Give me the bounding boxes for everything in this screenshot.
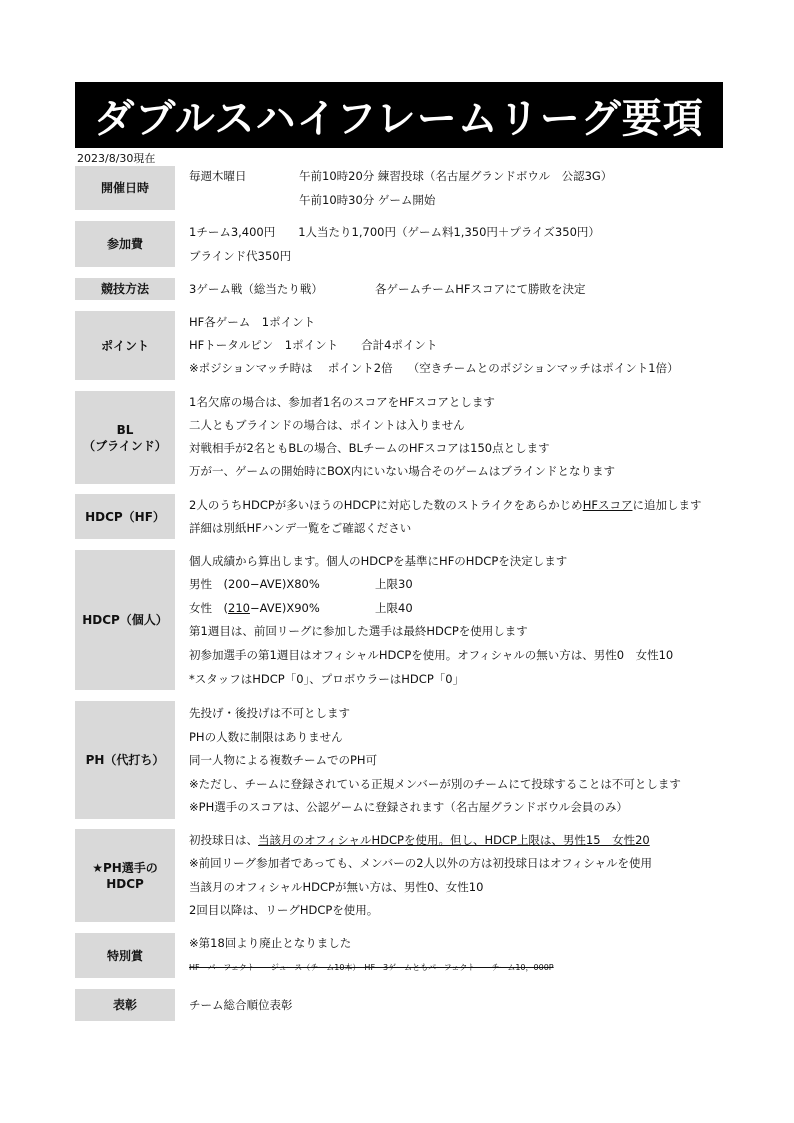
bl-line-4: 万が一、ゲームの開始時にBOX内にいない場合そのゲームはブラインドとなります [189,464,616,478]
ph-hdcp-line-4: 2回目以降は、リーグHDCPを使用。 [189,903,379,917]
as-of-date: 2023/8/30現在 [77,152,156,165]
hdcp-ko-line-1: 個人成績から算出します。個人のHDCPを基準にHFのHDCPを決定します [189,554,568,568]
label-kaisai: 開催日時 [75,166,175,210]
label-tokubetsu: 特別賞 [75,933,175,978]
label-hyosho: 表彰 [75,989,175,1021]
hdcp-hf-line-1-underlined: HFスコア [582,498,633,512]
label-bl [75,391,175,484]
hdcp-ko-female-limit: 上限40 [375,601,413,615]
hdcp-ko-female-post: −AVE)X90% [249,601,320,615]
hdcp-ko-male-limit: 上限30 [375,577,413,591]
label-bl-main: BL [116,422,134,437]
kaisai-day: 毎週木曜日 [189,169,247,183]
label-hdcp-hf: HDCP（HF） [75,494,175,539]
hdcp-ko-female-pre: 女性 ( [189,601,228,615]
kyogi-format: 3ゲーム戦（総当たり戦） [189,282,323,296]
ph-hdcp-line-1 [189,831,650,849]
ph-line-2: PHの人数に制限はありません [189,730,343,744]
ph-line-3: 同一人物による複数チームでのPH可 [189,753,378,767]
tokubetsu-line-1: ※第18回より廃止となりました [189,936,352,950]
ph-line-4: ※ただし、チームに登録されている正規メンバーが別のチームにて投球することは不可とします [189,777,681,791]
label-sankahi: 参加費 [75,221,175,267]
bl-line-3: 対戦相手が2名ともBLの場合、BLチームのHFスコアは150点とします [189,441,550,455]
label-bl-sub: （ブラインド） [83,438,167,453]
ph-hdcp-line-1-underlined: 当該月のオフィシャルHDCPを使用。但し、HDCP上限は、男性15 女性20 [258,833,650,847]
ph-hdcp-line-2: ※前回リーグ参加者であっても、メンバーの2人以外の方は初投球日はオフィシャルを使用 [189,856,653,870]
label-kyogi: 競技方法 [75,278,175,300]
page-title: ダブルスハイフレームリーグ要項 [75,82,723,148]
kyogi-rule: 各ゲームチームHFスコアにて勝敗を決定 [375,282,586,296]
hdcp-hf-line-1-a: 2人のうちHDCPが多いほうのHDCPに対応した数のストライクをあらかじめ [189,498,583,512]
kaisai-start: 午前10時30分 ゲーム開始 [299,193,436,207]
hyosho-line-1: チーム総合順位表彰 [189,998,293,1012]
ph-hdcp-line-3: 当該月のオフィシャルHDCPが無い方は、男性0、女性10 [189,880,484,894]
hdcp-hf-line-2: 詳細は別紙HFハンデ一覧をご確認ください [189,521,412,535]
hdcp-ko-female [189,599,320,617]
hdcp-ko-line-4: 第1週目は、前回リーグに参加した選手は最終HDCPを使用します [189,624,528,638]
label-ph-hdcp-sub: HDCP [106,876,144,891]
label-hdcp-kojin: HDCP（個人） [75,550,175,690]
label-ph: PH（代打ち） [75,701,175,819]
label-point: ポイント [75,311,175,380]
kaisai-practice: 午前10時20分 練習投球（名古屋グランドボウル 公認3G） [299,169,613,183]
label-ph-hdcp-main: ★PH選手の [92,860,158,875]
point-line-1: HF各ゲーム 1ポイント [189,315,316,329]
label-ph-hdcp [75,829,175,922]
bl-line-1: 1名欠席の場合は、参加者1名のスコアをHFスコアとします [189,395,495,409]
hdcp-ko-female-base: 210 [228,601,250,615]
bl-line-2: 二人ともブラインドの場合は、ポイントは入りません [189,418,465,432]
sankahi-line-1: 1チーム3,400円 1人当たり1,700円（ゲーム料1,350円＋プライズ350円） [189,225,600,239]
hdcp-ko-line-5: 初参加選手の第1週目はオフィシャルHDCPを使用。オフィシャルの無い方は、男性0 女性10 [189,648,674,662]
hdcp-ko-line-6: *スタッフはHDCP「0」、プロボウラーはHDCP「0」 [189,672,465,686]
point-line-3: ※ポジションマッチ時は ポイント2倍 （空きチームとのポジションマッチはポイント1倍） [189,361,679,375]
hdcp-ko-male: 男性 (200−AVE)X80% [189,577,320,591]
ph-hdcp-line-1-a: 初投球日は、 [189,833,258,847]
tokubetsu-abolished-awards: HF パーフェクト ジュース（チーム10本） HF 3ゲームともパーフェクト チーム10，000P [189,963,554,972]
ph-line-1: 先投げ・後投げは不可とします [189,706,350,720]
hdcp-hf-line-1 [189,496,701,514]
ph-line-5: ※PH選手のスコアは、公認ゲームに登録されます（名古屋グランドボウル会員のみ） [189,800,628,814]
point-line-2: HFトータルピン 1ポイント 合計4ポイント [189,338,438,352]
sankahi-line-2: ブラインド代350円 [189,249,292,263]
hdcp-hf-line-1-b: に追加します [632,498,702,512]
